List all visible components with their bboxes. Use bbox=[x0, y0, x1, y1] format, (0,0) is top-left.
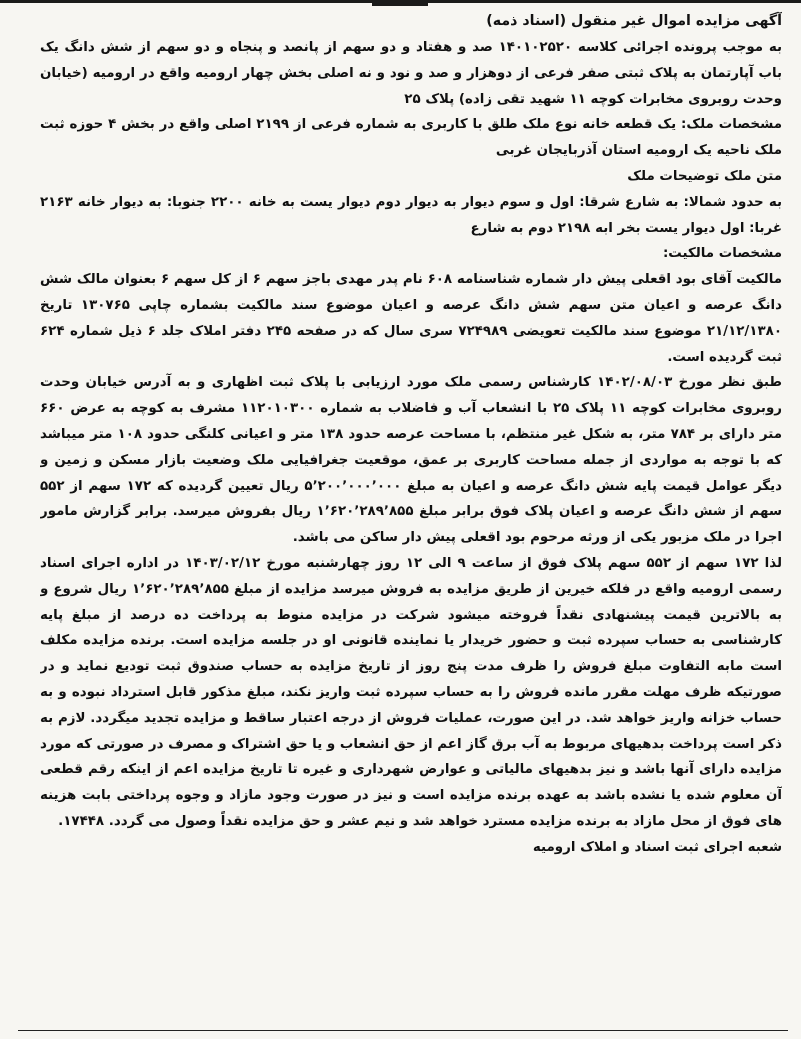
bottom-rule bbox=[18, 1030, 788, 1031]
ownership-heading: مشخصات مالکیت: bbox=[662, 246, 782, 262]
boundaries-paragraph: به حدود شمالا: به شارع شرقا: اول و سوم دیوار به دیوار دوم دیوار یست به خانه ۲۲۰۰ جنوبا: به دیوار خانه ۲۱۶۳ غربا: اول دیوار یست بخر ابه ۲۱۹۸ دوم به شارع bbox=[40, 194, 782, 236]
notice-title: آگهی مزایده اموال غیر منقول (اسناد ذمه) bbox=[486, 13, 782, 29]
issuer-signature: شعبه اجرای ثبت اسناد و املاک ارومیه bbox=[532, 839, 782, 855]
top-rule-stub bbox=[372, 0, 428, 6]
auction-terms-paragraph: لذا ۱۷۲ سهم از ۵۵۲ سهم پلاک فوق از ساعت ۹ الی ۱۲ روز چهارشنبه مورخ ۱۴۰۳/۰۲/۱۲ در اداره اجرای اسناد رسمی ارومیه واقع در فلکه خیرین از طریق مزایده به فروش میرسد مزایده از مبلغ ۱٬۶۲۰٬۲۸۹٬۸۵۵ ریال شروع و به بالاترین قیمت پیشنهادی نقداً فروخته میشود شرکت در مزایده منوط به پرداخت ده درصد از مبلغ پایه کارشناسی به حساب سپرده ثبت و حضور خریدار یا نماینده قانونی او در جلسه مزایده است. برنده مزایده مکلف است مابه التفاوت مبلغ فروش را ظرف مدت پنج روز از تاریخ مزایده به حساب صندوق ثبت تودیع نماید و در صورتیکه ظرف مهلت مقرر مانده فروش را به حساب سپرده ثبت واریز نکند، مبلغ مذکور قابل استرداد نبوده و به حساب خزانه واریز خواهد شد. در این صورت، عملیات فروش از درجه اعتبار ساقط و مزایده تجدید میگردد. لازم به ذکر است پرداخت بدهیهای مربوط به آب برق گاز اعم از حق انشعاب و یا حق اشتراک و مصرف در صورتی که مورد مزایده دارای آنها باشد و نیز بدهیهای مالیاتی و عوارض شهرداری و غیره تا تاریخ مزایده اعم از اینکه رقم قطعی آن معلوم شده یا نشده باشد به عهده برنده مزایده است و نیز در صورت وجود مازاد و وجوه پرداختی بابت هزینه های فوق از محل مازاد به برنده مزایده مسترد خواهد شد و نیم عشر و حق مزایده نقداً وصول می گردد. ۱۷۴۴۸. bbox=[40, 555, 782, 829]
case-paragraph: به موجب پرونده اجرائی کلاسه ۱۴۰۱۰۲۵۲۰ صد و هفتاد و دو سهم از پانصد و پنجاه و دو سهم از شش دانگ یک باب آپارتمان به پلاک ثبتی صفر فرعی از دوهزار و صد و نود و نه اصلی بخش چهار ارومیه واقع در ارومیه (خیابان وحدت روبروی مخابرات کوچه ۱۱ شهید تقی زاده) پلاک ۲۵ bbox=[40, 40, 782, 107]
property-specs-paragraph: مشخصات ملک: یک قطعه خانه نوع ملک طلق با کاربری به شماره فرعی از ۲۱۹۹ اصلی واقع در بخش ۴ حوزه ثبت ملک ناحیه یک ارومیه استان آذربایجان غربی bbox=[40, 117, 782, 159]
ownership-paragraph: مالکیت آقای بود اقعلی پیش دار شماره شناسنامه ۶۰۸ نام پدر مهدی باجز سهم ۶ از کل سهم ۶ بعنوان مالک شش دانگ عرصه و اعیان متن سهم شش دانگ عرصه و اعیان موضوع سند مالکیت بشماره چاپی ۱۳۰۷۶۵ تاریخ ۲۱/۱۲/۱۳۸۰ موضوع سند مالکیت تعویضی ۷۲۴۹۸۹ سری سال که در صفحه ۲۴۵ دفتر املاک جلد ۶ ذیل شماره ۶۲۴ ثبت گردیده است. bbox=[40, 272, 782, 365]
property-description-heading: متن ملک توضیحات ملک bbox=[627, 168, 782, 184]
auction-notice bbox=[40, 8, 782, 1004]
appraisal-paragraph: طبق نظر مورخ ۱۴۰۲/۰۸/۰۳ کارشناس رسمی ملک مورد ارزیابی با پلاک ثبت اظهاری و به آدرس خیابان وحدت روبروی مخابرات کوچه ۱۱ پلاک ۲۵ با انشعاب آب و فاضلاب به شماره ۱۱۲۰۱۰۳۰۰ مشرف به کوچه به عرض ۶۶۰ متر دارای بر ۷۸۴ متر، به شکل غیر منتظم، با مساحت عرصه حدود ۱۳۸ متر و اعیانی کلنگی حدود ۱۰۸ متر میباشد که با توجه به مواردی از جمله مساحت کاربری بر عمق، موقعیت جغرافیایی ملک وضعیت بازار مسکن و زمین و دیگر عوامل قیمت پایه شش دانگ عرصه و اعیان به مبلغ ۵٬۲۰۰٬۰۰۰٬۰۰۰ ریال تعیین گردیده که ۱۷۲ سهم از ۵۵۲ سهم از شش دانگ عرصه و اعیان پلاک فوق برابر مبلغ ۱٬۶۲۰٬۲۸۹٬۸۵۵ ریال بفروش میرسد. برابر گزارش مامور اجرا در ملک مزبور یکی از ورثه مرحوم بود اقعلی پیش دار ساکن می باشد. bbox=[40, 375, 782, 546]
